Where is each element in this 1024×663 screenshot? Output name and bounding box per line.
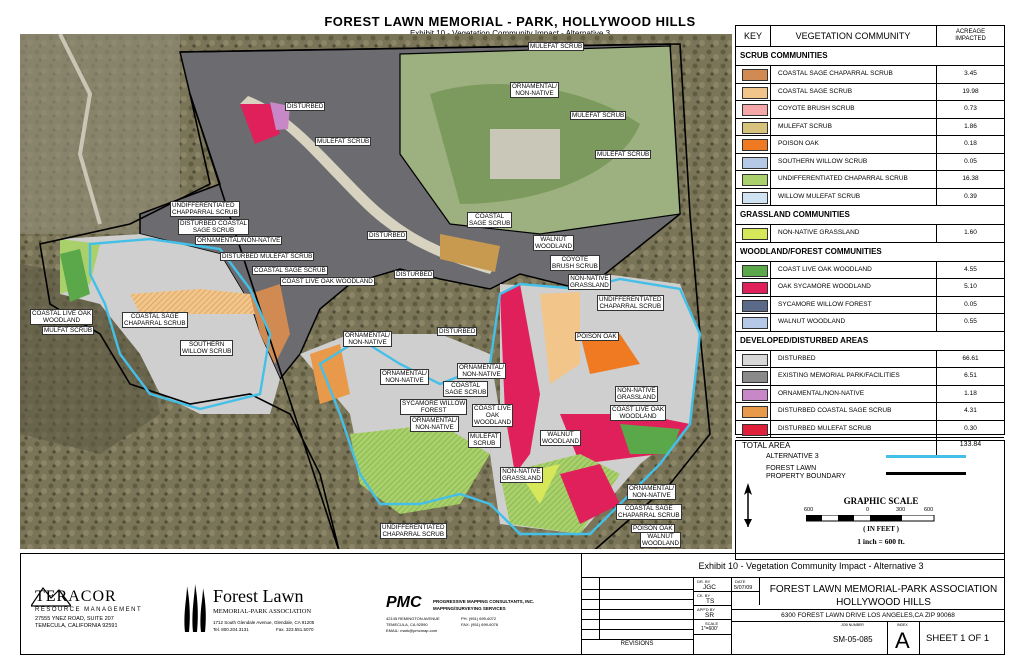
map-label: ORNAMENTAL/ NON-NATIVE — [412, 417, 458, 431]
legend-community-name: COASTAL SAGE CHAPARRAL SCRUB — [778, 70, 893, 77]
map-label: COAST LIVE OAK WOODLAND — [612, 406, 665, 420]
legend-section-title: GRASSLAND COMMUNITIES — [736, 206, 1004, 225]
legend-swatch — [742, 371, 768, 383]
legend-community-name: SYCAMORE WILLOW FOREST — [778, 300, 872, 308]
index-value: A — [895, 628, 910, 653]
legend-community-name: OAK SYCAMORE WOODLAND — [778, 283, 871, 290]
legend-swatch — [742, 157, 768, 169]
legend-swatch — [742, 300, 768, 312]
legend-row — [736, 279, 1004, 297]
pmc-name: PROGRESSIVE MAPPING CONSULTANTS, INC. — [433, 599, 535, 604]
sheet-number: SHEET 1 OF 1 — [926, 633, 990, 644]
map-label: ORNAMENTAL/NON-NATIVE — [197, 237, 281, 244]
legend-section-title: WOODLAND/FOREST COMMUNITIES — [736, 243, 1004, 262]
legend-community-name: NON-NATIVE GRASSLAND — [778, 229, 860, 236]
legend-community-name: COAST LIVE OAK WOODLAND — [778, 265, 872, 273]
ck-by-label: CK. BY — [697, 593, 711, 598]
legend-acreage-value: 4.31 — [964, 407, 977, 414]
aerial-map[interactable] — [20, 34, 732, 549]
legend-swatch — [742, 192, 768, 204]
legend-row — [736, 154, 1004, 172]
legend-col-key: KEY — [743, 31, 762, 41]
legend-community-name: WALNUT WOODLAND — [778, 318, 846, 325]
map-label: COASTAL SAGE SCRUB — [469, 213, 511, 227]
map-label: WALNUT WOODLAND — [642, 533, 680, 547]
map-label: MULEFAT SCRUB — [530, 43, 583, 50]
legend-row — [736, 368, 1004, 386]
forest-lawn-cypress-icon — [181, 584, 209, 634]
map-label: DISTURBED — [396, 271, 433, 278]
map-label: MULEFAT SCRUB — [470, 433, 499, 447]
map-label: UNDIFFERENTIATED CHAPARRAL SCRUB — [382, 524, 445, 538]
map-label: ORNAMENTAL/ NON-NATIVE — [629, 485, 675, 499]
legend-swatch — [742, 424, 768, 436]
legend-swatch — [742, 69, 768, 81]
pmc-address: 42145 REMINGTON AVENUE — [386, 616, 440, 621]
legend-acreage-value: 0.39 — [964, 192, 977, 200]
map-label: COASTAL SAGE SCRUB — [445, 382, 487, 396]
map-label: COASTAL SAGE CHAPARRAL SCRUB — [618, 505, 680, 519]
legend-community-name: EXISTING MEMORIAL PARK/FACILITIES — [778, 372, 900, 379]
scale-tick-2: 300 — [896, 507, 906, 513]
dr-by-value: JGC — [703, 584, 716, 591]
job-number-value: SM-05-085 — [833, 635, 873, 644]
vegetation-legend — [735, 25, 1005, 450]
legend-swatch — [742, 406, 768, 418]
legend-acreage-value: 4.55 — [964, 265, 977, 273]
legend-acreage-value: 16.38 — [962, 175, 979, 182]
legend-acreage-value: 0.55 — [964, 318, 977, 325]
map-label: MULEFAT SCRUB — [597, 151, 650, 158]
legend-header — [736, 26, 1004, 47]
legend-swatch — [742, 354, 768, 366]
date-label: DATE — [735, 579, 746, 584]
boundary-legend — [735, 440, 1005, 560]
legend-acreage-value: 0.05 — [964, 157, 977, 165]
forest-lawn-fax: Fax. 323.551.5070 — [276, 627, 314, 632]
map-label: ORNAMENTAL/ NON-NATIVE — [512, 83, 558, 97]
scale-title: GRAPHIC SCALE — [843, 496, 919, 506]
map-label: COASTAL LIVE OAK WOODLAND — [32, 310, 92, 324]
legend-acreage-value: 1.60 — [964, 229, 977, 236]
pmc-city: TEMECULA, CA 92590 — [386, 622, 428, 627]
legend-row — [736, 262, 1004, 280]
legend-acreage-value: 0.05 — [964, 300, 977, 308]
map-label: NON-NATIVE GRASSLAND — [502, 468, 541, 482]
pmc-phone: PH: (951) 699-6072 — [461, 616, 497, 621]
legend-row — [736, 403, 1004, 421]
legend-row — [736, 189, 1004, 207]
dr-by-label: DR. BY — [697, 579, 711, 584]
legend-acreage-value: 0.73 — [964, 105, 977, 112]
legend-community-name: SOUTHERN WILLOW SCRUB — [778, 157, 868, 165]
legend-row — [736, 119, 1004, 137]
legend-row — [736, 66, 1004, 84]
map-label: ORNAMENTAL/ NON-NATIVE — [382, 370, 428, 384]
pmc-fax: FAX: (951) 699-6076 — [461, 622, 499, 627]
map-label: SOUTHERN WILLOW SCRUB — [182, 341, 232, 355]
map-label: ORNAMENTAL/ NON-NATIVE — [345, 332, 391, 346]
company-name: FOREST LAWN MEMORIAL-PARK ASSOCIATION — [769, 584, 998, 595]
legend-acreage-value: 0.30 — [964, 424, 977, 432]
teracor-address1: 27555 YNEZ ROAD, SUITE 207 — [35, 616, 114, 622]
map-title: FOREST LAWN MEMORIAL - PARK, HOLLYWOOD HILLS — [324, 14, 696, 29]
legend-swatch — [742, 139, 768, 151]
legend-row — [736, 314, 1004, 332]
scale-bar — [806, 515, 936, 523]
map-label: WALNUT WOODLAND — [542, 431, 580, 445]
scale-tick-1: 0 — [866, 507, 870, 513]
legend-swatch — [742, 174, 768, 186]
map-label: UNDIFFERENTIATED CHAPARRAL SCRUB — [599, 296, 662, 310]
forest-lawn-address: 1712 South Glendale Avenue, Glendale, CA 91205 — [213, 620, 315, 625]
legend-community-name: WILLOW MULEFAT SCRUB — [778, 192, 861, 200]
legend-swatch — [742, 317, 768, 329]
total-value: 133.84 — [959, 441, 982, 448]
index-label: INDEX — [897, 623, 908, 627]
teracor-sub: RESOURCE MANAGEMENT — [35, 607, 143, 613]
scale-label: SCALE — [705, 621, 719, 626]
map-label: DISTURBED — [439, 328, 476, 335]
scale-tick-0: 600 — [804, 507, 814, 513]
pmc-email: EMAIL: mark@pmcmap.com — [386, 628, 438, 633]
map-label: MULEFAT SCRUB — [572, 112, 625, 119]
map-label: DISTURBED — [369, 232, 406, 239]
exhibit-title: Exhibit 10 - Vegetation Community Impact - Alternative 3 — [698, 561, 924, 571]
map-label: SYCAMORE WILLOW FOREST — [402, 400, 466, 414]
map-label: ORNAMENTAL/ NON-NATIVE — [459, 364, 505, 378]
legend-acreage-value: 66.61 — [962, 354, 979, 362]
map-label: DISTURBED — [287, 103, 324, 110]
appd-by-value: SR — [705, 612, 715, 619]
legend-swatch — [742, 122, 768, 134]
legend-community-name: MULEFAT SCRUB — [778, 122, 832, 130]
map-label: DISTURBED COASTAL SAGE SCRUB — [180, 220, 248, 234]
legend-community-name: ORNAMENTAL/NON-NATIVE — [778, 389, 865, 397]
map-label: DISTURBED MULEFAT SCRUB — [222, 253, 313, 260]
legend-community-name: DISTURBED COASTAL SAGE SCRUB — [778, 407, 892, 414]
legend-community-name: DISTURBED — [778, 354, 816, 362]
legend-swatch — [742, 104, 768, 116]
scale-value: 1"=600' — [701, 626, 718, 632]
map-label: NON-NATIVE GRASSLAND — [617, 387, 656, 401]
pmc-sub: MAPPING/SURVEYING SERVICES — [433, 606, 506, 611]
forest-lawn-sub: MEMORIAL-PARK ASSOCIATION — [213, 608, 312, 615]
legend-community-name: COYOTE BRUSH SCRUB — [778, 105, 855, 112]
alt3-label: ALTERNATIVE 3 — [766, 453, 819, 460]
site-address: 6300 FOREST LAWN DRIVE LOS ANGELES,CA ZIP 90068 — [781, 612, 955, 619]
coastal-sage-left — [130, 289, 255, 314]
legend-row — [736, 225, 1004, 243]
scale-ratio: 1 inch = 600 ft. — [857, 537, 905, 546]
legend-row — [736, 421, 1004, 439]
map-label: COASTAL SAGE SCRUB — [254, 267, 326, 274]
title-block — [20, 553, 1005, 655]
legend-swatch — [742, 389, 768, 401]
legend-community-name: UNDIFFERENTIATED CHAPARRAL SCRUB — [778, 175, 908, 182]
legend-section-title: SCRUB COMMUNITIES — [736, 47, 1004, 66]
forest-lawn-line-sample — [886, 472, 966, 475]
legend-acreage-value: 0.18 — [964, 140, 977, 147]
appd-by-label: APP'D BY — [697, 607, 716, 612]
map-label: POISON OAK — [633, 525, 673, 532]
legend-community-name: DISTURBED MULEFAT SCRUB — [778, 424, 872, 432]
legend-acreage-value: 19.98 — [962, 87, 979, 95]
total-label: TOTAL AREA — [742, 441, 791, 450]
legend-row — [736, 84, 1004, 102]
map-label: WALNUT WOODLAND — [535, 236, 573, 250]
legend-row — [736, 297, 1004, 315]
legend-row — [736, 351, 1004, 369]
forest-lawn-name: Forest Lawn — [213, 586, 304, 606]
legend-acreage-value: 1.18 — [964, 389, 977, 397]
legend-body — [736, 47, 1004, 438]
legend-col-community: VEGETATION COMMUNITY — [795, 31, 911, 41]
legend-col-acreage: ACREAGE IMPACTED — [955, 29, 986, 42]
teracor-address2: TEMECULA, CALIFORNIA 92591 — [35, 623, 118, 629]
map-label: COASTAL SAGE CHAPARRAL SCRUB — [124, 313, 186, 327]
legend-row — [736, 386, 1004, 404]
legend-swatch — [742, 228, 768, 240]
map-label: MULFAT SCRUB — [44, 327, 93, 334]
legend-community-name: COASTAL SAGE SCRUB — [778, 87, 853, 95]
legend-swatch — [742, 282, 768, 294]
teracor-name: TERACOR — [35, 588, 117, 605]
memorial-facility — [490, 129, 560, 179]
map-label: COAST LIVE OAK WOODLAND — [474, 405, 512, 426]
job-number-label: JOB NUMBER — [841, 623, 864, 627]
ck-by-value: TS — [706, 598, 715, 605]
legend-row — [736, 171, 1004, 189]
map-label: POISON OAK — [577, 333, 617, 340]
revisions-label: REVISIONS — [620, 641, 654, 647]
map-label: MULEFAT SCRUB — [317, 138, 370, 145]
map-label: NON-NATIVE GRASSLAND — [570, 275, 609, 289]
legend-row — [736, 136, 1004, 154]
forest-lawn-label: FOREST LAWN PROPERTY BOUNDARY — [766, 465, 846, 480]
pmc-logo: PMC — [386, 594, 422, 611]
alt3-line-sample — [886, 455, 966, 458]
forest-lawn-tel: Tel. 800.204.3131 — [213, 627, 249, 632]
legend-acreage-value: 3.45 — [964, 70, 977, 77]
date-value: 5/07/09 — [734, 585, 753, 591]
legend-acreage-value: 6.51 — [964, 372, 977, 379]
map-label: COYOTE BRUSH SCRUB — [552, 256, 598, 270]
map-label: UNDIFFERENTIATED CHAPPARRAL SCRUB — [172, 202, 238, 216]
scale-unit: ( IN FEET ) — [863, 525, 899, 533]
legend-acreage-value: 1.86 — [964, 122, 977, 130]
legend-row — [736, 101, 1004, 119]
place-name: HOLLYWOOD HILLS — [836, 597, 931, 608]
scale-tick-3: 600 — [924, 507, 934, 513]
legend-acreage-value: 5.10 — [964, 283, 977, 290]
legend-swatch — [742, 265, 768, 277]
town-area — [20, 34, 180, 234]
north-arrow-icon — [738, 481, 758, 531]
legend-community-name: POISON OAK — [778, 140, 819, 147]
legend-swatch — [742, 87, 768, 99]
map-label: COAST LIVE OAK WOODLAND — [282, 278, 373, 285]
legend-section-title: DEVELOPED/DISTURBED AREAS — [736, 332, 1004, 351]
